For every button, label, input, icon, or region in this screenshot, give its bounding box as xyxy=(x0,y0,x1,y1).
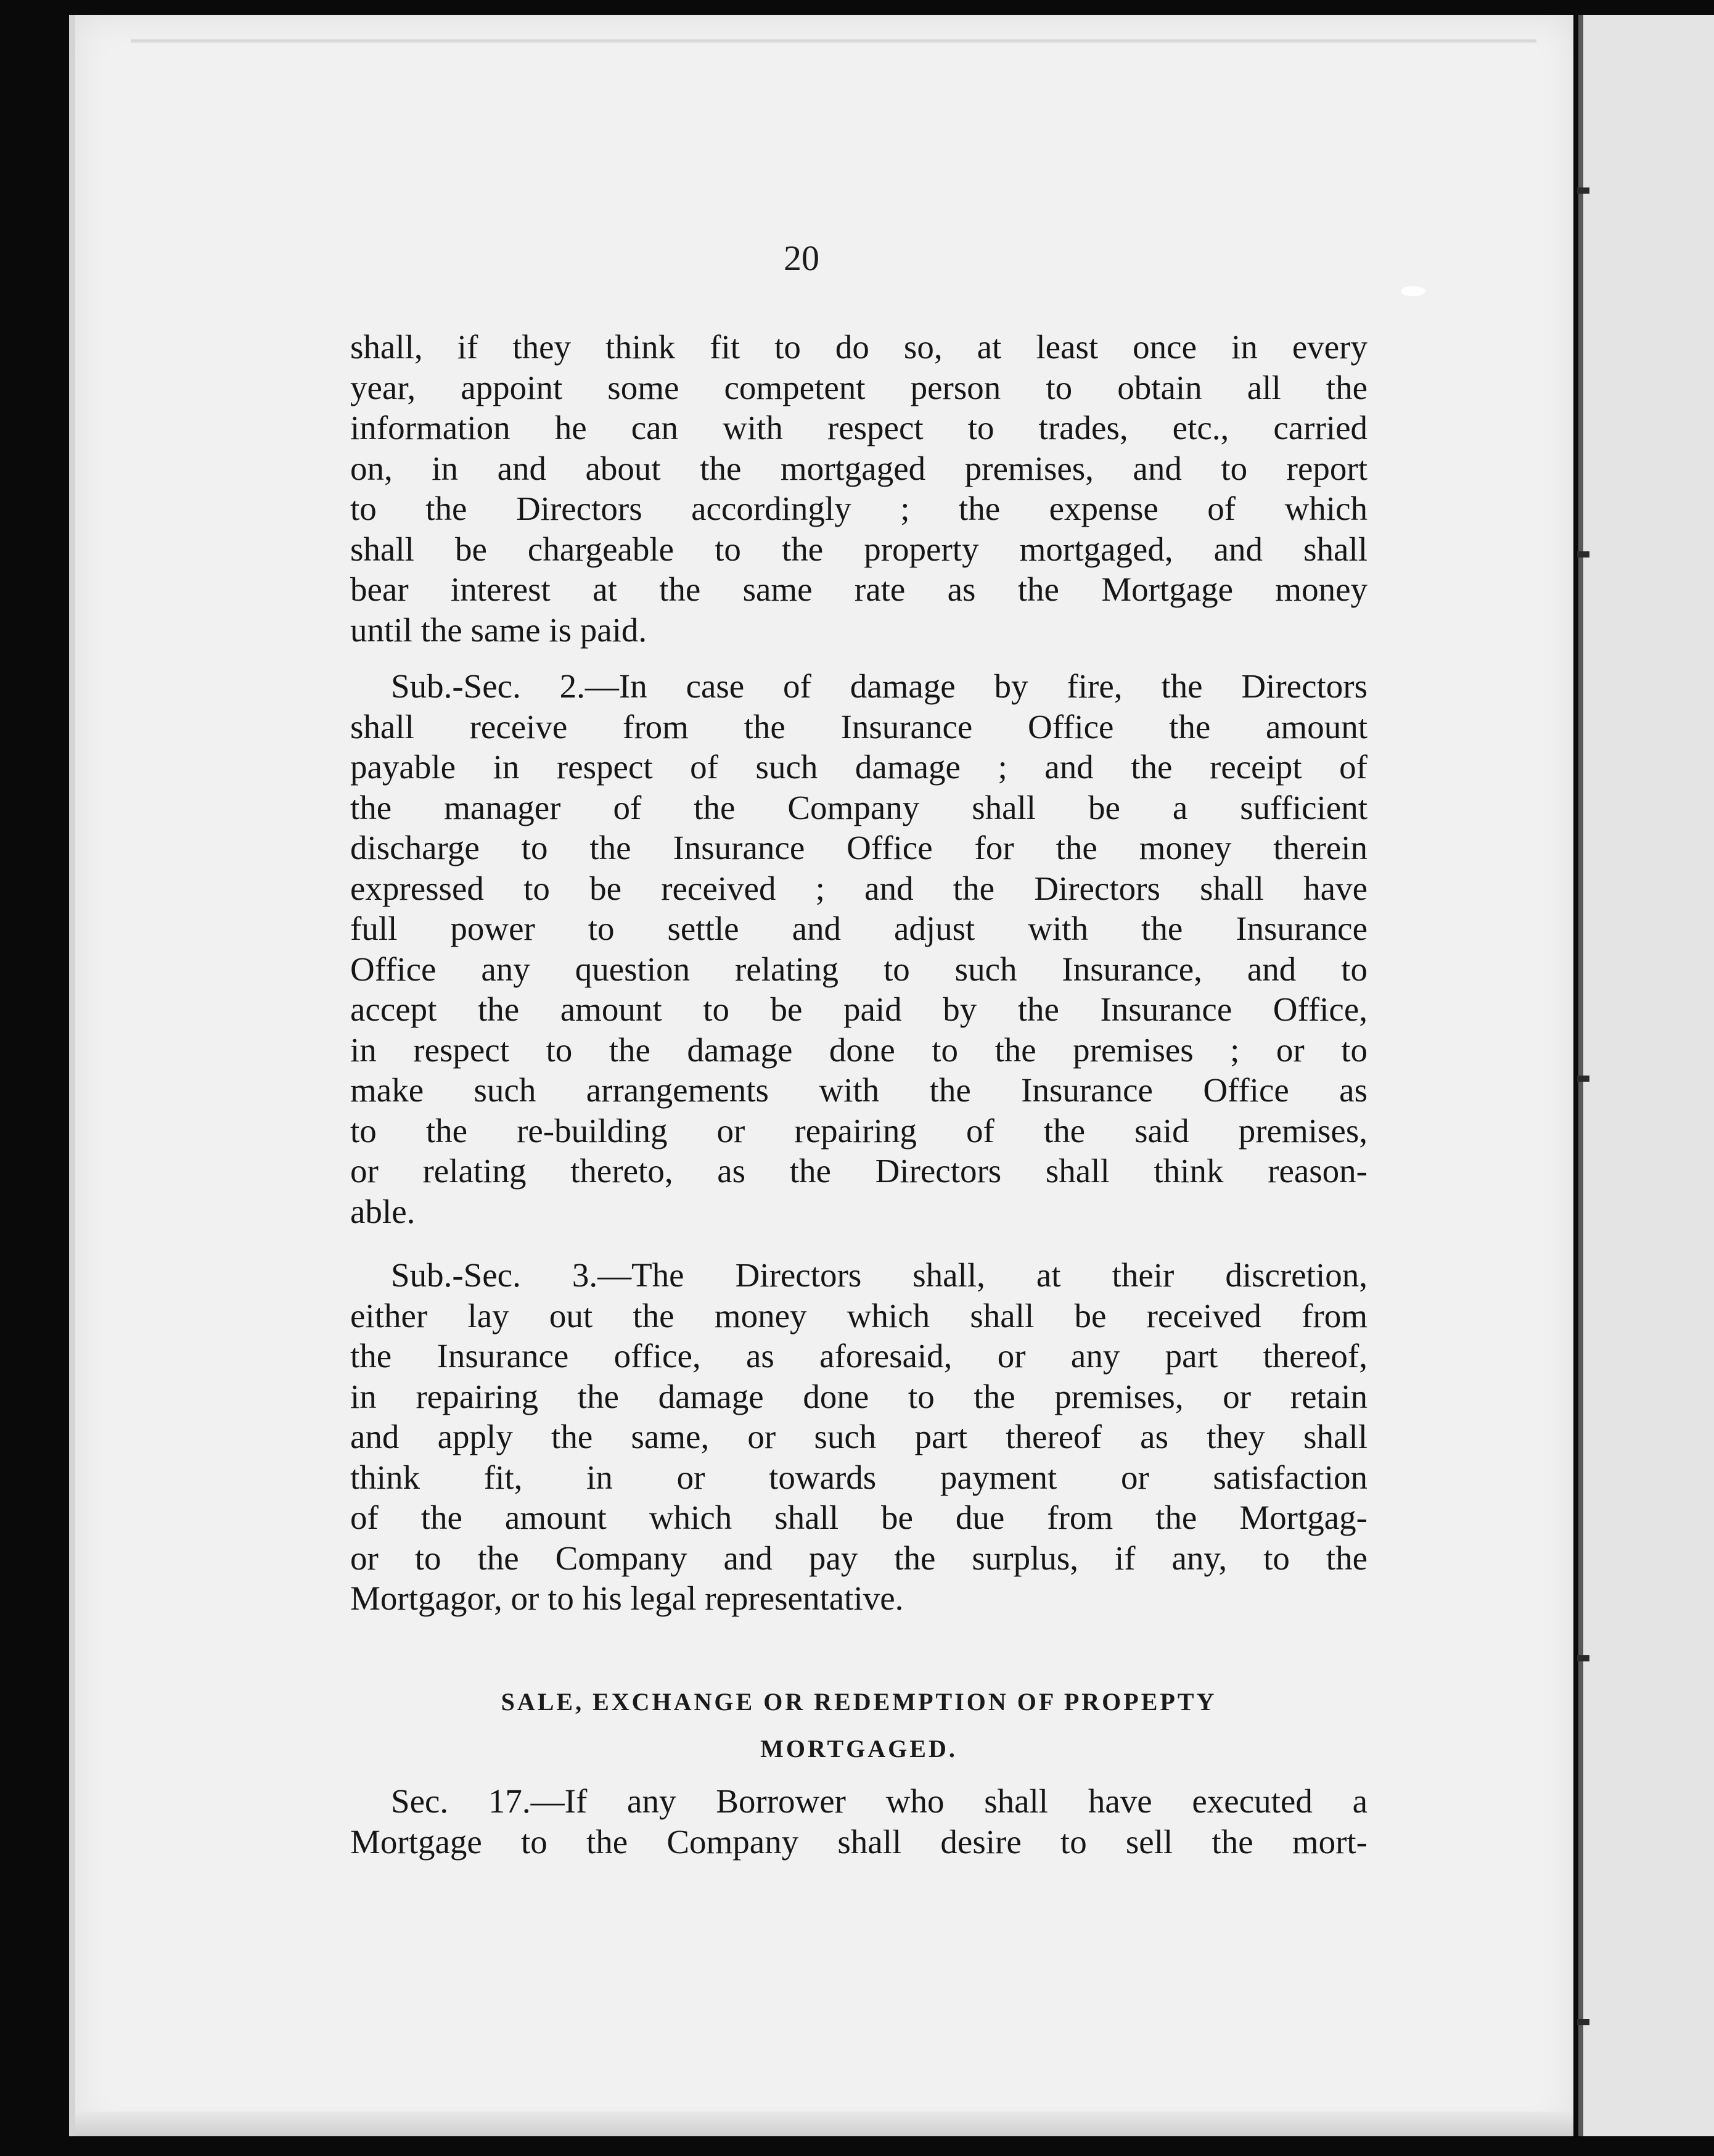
text-line: full power to settle and adjust with the Insurance xyxy=(350,910,1368,947)
page-top-edge xyxy=(131,39,1536,43)
section-heading-line-1: SALE, EXCHANGE OR REDEMPTION OF PROPEPTY xyxy=(501,1688,1217,1716)
text-line: Sub.-Sec. 2.—In case of damage by fire, the Directors xyxy=(391,667,1368,705)
text-line: either lay out the money which shall be received from xyxy=(350,1296,1368,1335)
text-line: or to the Company and pay the surplus, if any, to the xyxy=(350,1539,1368,1577)
paragraph-sub-sec-2 xyxy=(350,666,1368,1232)
text-line: to the Directors accordingly ; the expense of which xyxy=(350,490,1368,527)
text-line: able. xyxy=(350,1192,416,1230)
text-line: discharge to the Insurance Office for the money therein xyxy=(350,829,1368,866)
text-line: expressed to be received ; and the Directors shall have xyxy=(350,869,1368,907)
text-line: make such arrangements with the Insurance Office as xyxy=(350,1071,1368,1109)
text-line: accept the amount to be paid by the Insurance Office, xyxy=(350,990,1368,1028)
section-heading-line-2: MORTGAGED. xyxy=(760,1735,957,1763)
paragraph-sec-17 xyxy=(350,1781,1368,1862)
text-line: Sub.-Sec. 3.—The Directors shall, at their discretion, xyxy=(391,1256,1368,1294)
text-line: Office any question relating to such Insurance, and to xyxy=(350,950,1368,988)
text-line: bear interest at the same rate as the Mortgage money xyxy=(350,570,1368,608)
text-line: think fit, in or towards payment or satisfaction xyxy=(350,1458,1368,1496)
paragraph-sub-sec-3 xyxy=(350,1255,1368,1619)
text-line: Sec. 17.—If any Borrower who shall have executed a xyxy=(391,1782,1368,1820)
text-line: the manager of the Company shall be a sufficient xyxy=(350,788,1368,826)
text-line: payable in respect of such damage ; and the receipt of xyxy=(350,748,1368,786)
text-line: on, in and about the mortgaged premises, and to report xyxy=(350,449,1368,487)
text-line: shall be chargeable to the property mortgaged, and shall xyxy=(350,530,1368,568)
binding-mark xyxy=(1577,1076,1589,1082)
text-line: to the re-building or repairing of the said premises, xyxy=(350,1111,1368,1150)
text-line: in respect to the damage done to the premises ; or to xyxy=(350,1031,1368,1069)
binding-mark xyxy=(1577,1655,1589,1661)
text-line: Mortgage to the Company shall desire to sell the mort- xyxy=(350,1822,1368,1861)
text-line: and apply the same, or such part thereof as they shall xyxy=(350,1418,1368,1455)
adjacent-page-edge xyxy=(1578,15,1714,2136)
page-number: 20 xyxy=(784,238,819,278)
page-bottom-edge xyxy=(75,2112,1573,2136)
binding-mark xyxy=(1577,187,1589,194)
text-line: Mortgagor, or to his legal representative. xyxy=(350,1579,904,1617)
text-line: shall, if they think fit to do so, at least once in every xyxy=(350,328,1368,366)
text-line: the Insurance office, as aforesaid, or any part thereof, xyxy=(350,1337,1368,1375)
text-line: or relating thereto, as the Directors shall think reason- xyxy=(350,1152,1368,1190)
text-line: until the same is paid. xyxy=(350,611,647,649)
text-line: information he can with respect to trades, etc., carried xyxy=(350,409,1368,446)
text-line: year, appoint some competent person to obtain all the xyxy=(350,368,1368,406)
paragraph-1 xyxy=(350,327,1368,650)
binding-mark xyxy=(1577,551,1589,558)
text-line: in repairing the damage done to the premises, or retain xyxy=(350,1377,1368,1415)
binding-mark xyxy=(1577,2019,1589,2025)
paper-speck xyxy=(1401,286,1425,296)
text-line: shall receive from the Insurance Office the amount xyxy=(350,707,1368,746)
text-line: of the amount which shall be due from the Mortgag- xyxy=(350,1499,1368,1536)
